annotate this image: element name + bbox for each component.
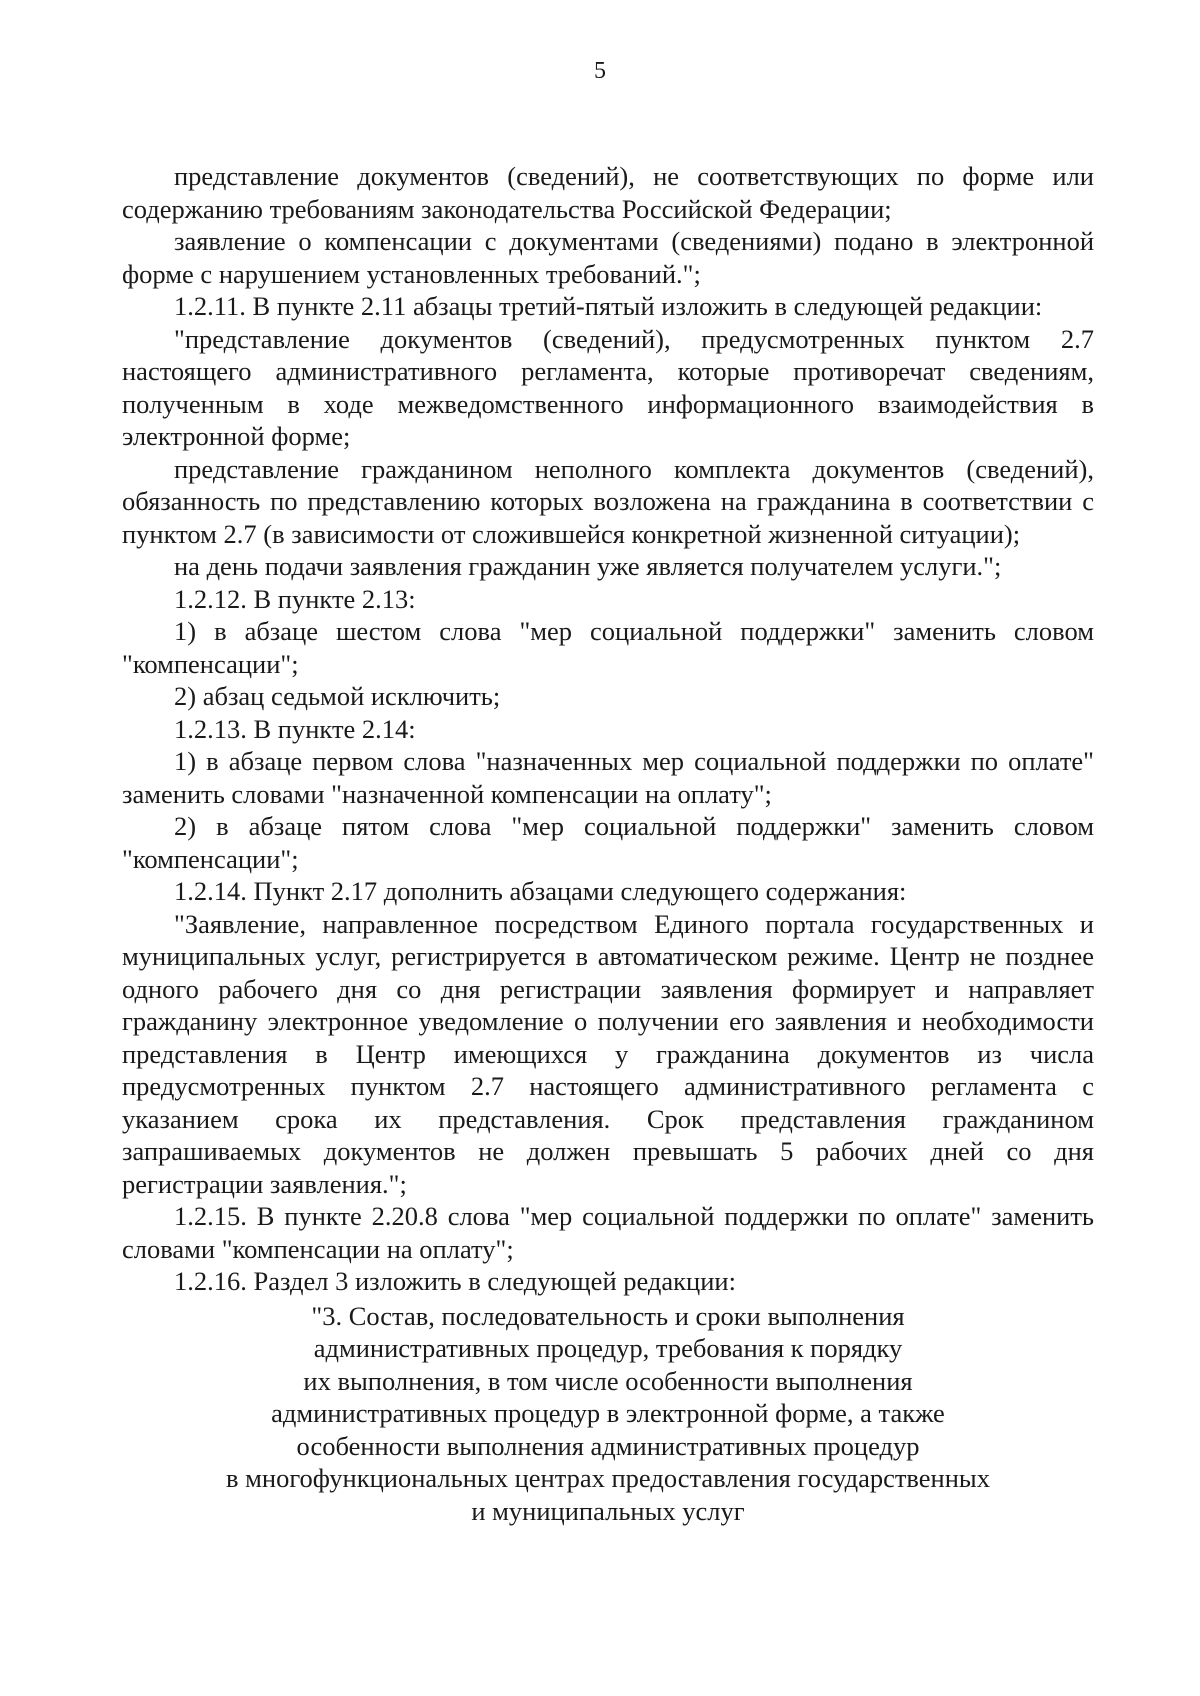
section-heading-line: административных процедур в электронной форме, а также xyxy=(271,1398,945,1428)
section-heading xyxy=(122,1300,1094,1528)
section-heading-line: "3. Состав, последовательность и сроки выполнения xyxy=(311,1300,905,1331)
paragraph: заявление о компенсации с документами (сведениями) подано в электронной форме с нарушением установленных требований."; xyxy=(122,226,1094,289)
paragraph: 1.2.15. В пункте 2.20.8 слова "мер социальной поддержки по оплате" заменить словами "компенсации на оплату"; xyxy=(122,1201,1094,1264)
document-body xyxy=(122,160,1094,1527)
section-heading-line: в многофункциональных центрах предоставления государственных xyxy=(226,1463,990,1493)
page-number: 5 xyxy=(594,58,606,84)
paragraph: 1.2.13. В пункте 2.14: xyxy=(174,713,416,744)
paragraph: 1.2.14. Пункт 2.17 дополнить абзацами следующего содержания: xyxy=(174,876,907,906)
section-heading-line: их выполнения, в том числе особенности выполнения xyxy=(303,1365,913,1396)
paragraph: 1.2.11. В пункте 2.11 абзацы третий-пятый изложить в следующей редакции: xyxy=(174,291,1043,321)
paragraph: 1) в абзаце шестом слова "мер социальной поддержки" заменить словом "компенсации"; xyxy=(122,616,1094,679)
paragraph: на день подачи заявления гражданин уже является получателем услуги."; xyxy=(174,551,1002,581)
paragraph: "представление документов (сведений), предусмотренных пунктом 2.7 настоящего административного регламента, которые противоречат сведениям, полученным в ходе межведомственного информационного взаимодействия в электронной форме; xyxy=(122,323,1094,451)
section-heading-line: административных процедур, требования к порядку xyxy=(313,1333,903,1363)
paragraph: 2) в абзаце пятом слова "мер социальной поддержки" заменить словом "компенсации"; xyxy=(122,811,1094,874)
paragraph: 2) абзац седьмой исключить; xyxy=(174,681,501,711)
paragraph: представление гражданином неполного комплекта документов (сведений), обязанность по представлению которых возложена на гражданина в соответствии с пунктом 2.7 (в зависимости от сложившейся конкретной жизненной ситуации); xyxy=(122,453,1094,549)
paragraph: 1) в абзаце первом слова "назначенных мер социальной поддержки по оплате" заменить словами "назначенной компенсации на оплату"; xyxy=(122,746,1094,809)
paragraph: 1.2.12. В пункте 2.13: xyxy=(174,583,416,614)
section-heading-line: и муниципальных услуг xyxy=(471,1495,745,1526)
paragraph: представление документов (сведений), не соответствующих по форме или содержанию требованиям законодательства Российской Федерации; xyxy=(122,161,1094,224)
paragraph: "Заявление, направленное посредством Единого портала государственных и муниципальных услуг, регистрируется в автоматическом режиме. Центр не позднее одного рабочего дня со дня регистрации заявления формирует и направляет гражданину электронное уведомление о получении его заявления и необходимости представления в Центр имеющихся у гражданина документов из числа предусмотренных пунктом 2.7 настоящего административного регламента с указанием срока их представления. Срок представления гражданином запрашиваемых документов не должен превышать 5 рабочих дней со дня регистрации заявления."; xyxy=(122,908,1094,1199)
paragraph: 1.2.16. Раздел 3 изложить в следующей редакции: xyxy=(174,1266,736,1296)
section-heading-line: особенности выполнения административных процедур xyxy=(296,1430,920,1461)
